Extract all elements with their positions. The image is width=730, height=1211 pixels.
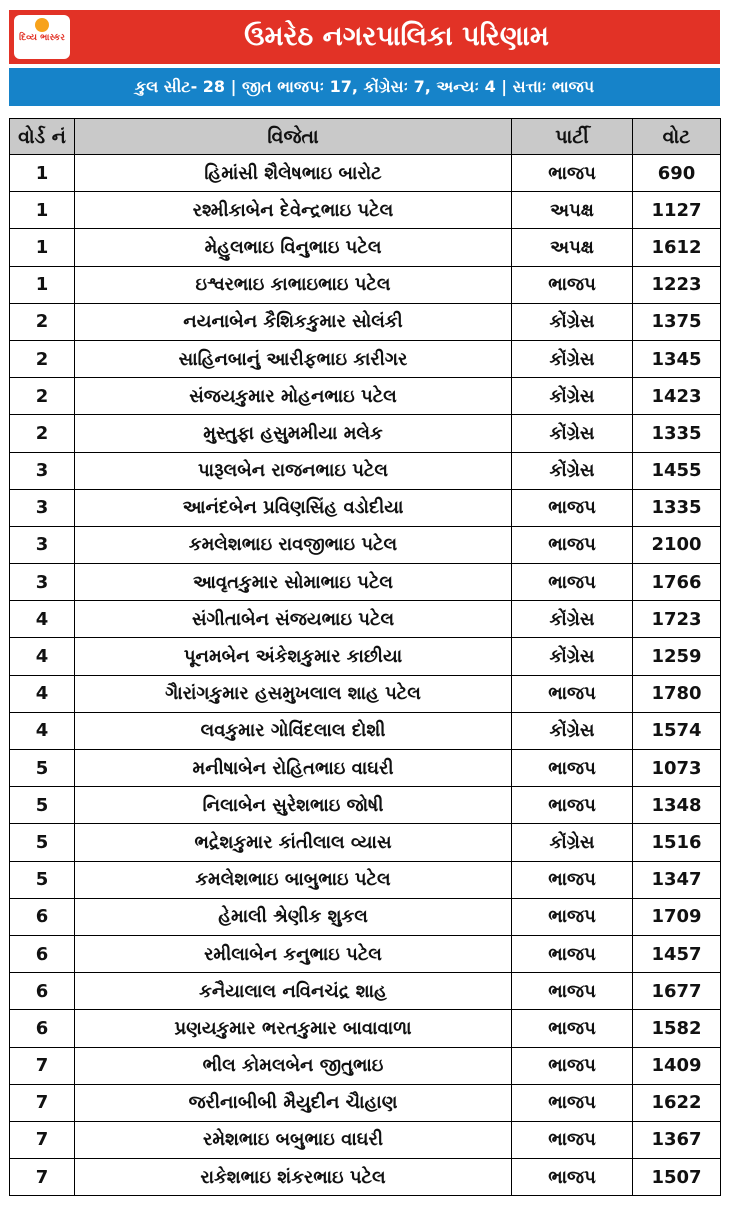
summary-bar: કુલ સીટ- 28 | જીત ભાજપઃ 17, કોંગ્રેસઃ 7, અન્યઃ 4 | સત્તાઃ ભાજપ	[9, 68, 720, 106]
votes-cell: 690	[633, 155, 721, 192]
winner-cell: કમલેશભાઇ રાવજીભાઇ પટેલ	[75, 526, 512, 563]
winner-cell: પારૂલબેન રાજનભાઇ પટેલ	[75, 452, 512, 489]
winner-cell: રમેશભાઇ બબુભાઇ વાઘરી	[75, 1121, 512, 1158]
votes-cell: 1335	[633, 489, 721, 526]
winner-cell: લવકુમાર ગોવિંદલાલ દોશી	[75, 712, 512, 749]
party-cell: ભાજપ	[512, 155, 633, 192]
table-row	[10, 973, 721, 1010]
table-row	[10, 824, 721, 861]
votes-cell: 1375	[633, 303, 721, 340]
table-row	[10, 712, 721, 749]
ward-cell: 7	[10, 1084, 75, 1121]
winner-cell: નયનાબેન કૈશિકકુમાર સોલંકી	[75, 303, 512, 340]
ward-cell: 4	[10, 712, 75, 749]
winner-cell: હેમાલી શ્રેણીક શુકલ	[75, 898, 512, 935]
votes-cell: 1516	[633, 824, 721, 861]
winner-cell: મુસ્તુફા હસુમમીયા મલેક	[75, 415, 512, 452]
party-cell: ભાજપ	[512, 787, 633, 824]
party-cell: કોંગ્રેસ	[512, 340, 633, 377]
votes-cell: 1780	[633, 675, 721, 712]
votes-cell: 1259	[633, 638, 721, 675]
ward-cell: 3	[10, 489, 75, 526]
table-row	[10, 935, 721, 972]
winner-cell: નિલાબેન સુરેશભાઇ જોષી	[75, 787, 512, 824]
table-row	[10, 192, 721, 229]
party-cell: ભાજપ	[512, 1010, 633, 1047]
winner-cell: રાકેશભાઇ શંકરભાઇ પટેલ	[75, 1159, 512, 1196]
winner-cell: પ્રણયકુમાર ભરતકુમાર બાવાવાળા	[75, 1010, 512, 1047]
winner-cell: હિમાંસી શૈલેષભાઇ બારોટ	[75, 155, 512, 192]
party-cell: ભાજપ	[512, 1159, 633, 1196]
divya-bhaskar-logo	[14, 15, 70, 59]
sun-icon	[35, 18, 49, 32]
table-row	[10, 861, 721, 898]
ward-cell: 5	[10, 787, 75, 824]
party-cell: ભાજપ	[512, 1047, 633, 1084]
ward-cell: 4	[10, 638, 75, 675]
results-table	[9, 118, 721, 1196]
ward-cell: 4	[10, 675, 75, 712]
table-row	[10, 378, 721, 415]
winner-cell: કનૈયાલાલ નવિનચંદ્ર શાહ	[75, 973, 512, 1010]
votes-cell: 1455	[633, 452, 721, 489]
winner-cell: સંજયકુમાર મોહનભાઇ પટેલ	[75, 378, 512, 415]
party-cell: ભાજપ	[512, 489, 633, 526]
winner-cell: જરીનાબીબી મૈયુદીન ચૈાહાણ	[75, 1084, 512, 1121]
ward-cell: 2	[10, 415, 75, 452]
party-cell: કોંગ્રેસ	[512, 378, 633, 415]
ward-cell: 1	[10, 155, 75, 192]
ward-cell: 1	[10, 266, 75, 303]
party-cell: ભાજપ	[512, 750, 633, 787]
winner-cell: આવૃતકુમાર સોમાભાઇ પટેલ	[75, 564, 512, 601]
logo-text: દિવ્ય ભાસ્કર	[19, 33, 65, 43]
table-row	[10, 303, 721, 340]
party-cell: ભાજપ	[512, 675, 633, 712]
votes-cell: 1335	[633, 415, 721, 452]
table-row	[10, 787, 721, 824]
ward-cell: 3	[10, 564, 75, 601]
table-row	[10, 266, 721, 303]
votes-cell: 1677	[633, 973, 721, 1010]
table-row	[10, 1047, 721, 1084]
header-votes: વોટ	[633, 119, 721, 155]
votes-cell: 1409	[633, 1047, 721, 1084]
table-row	[10, 155, 721, 192]
party-cell: ભાજપ	[512, 935, 633, 972]
party-cell: ભાજપ	[512, 1121, 633, 1158]
party-cell: અપક્ષ	[512, 192, 633, 229]
ward-cell: 3	[10, 452, 75, 489]
table-header-row	[10, 119, 721, 155]
table-row	[10, 526, 721, 563]
table-row	[10, 1010, 721, 1047]
votes-cell: 1423	[633, 378, 721, 415]
ward-cell: 7	[10, 1121, 75, 1158]
ward-cell: 5	[10, 824, 75, 861]
votes-cell: 1348	[633, 787, 721, 824]
ward-cell: 2	[10, 378, 75, 415]
votes-cell: 1622	[633, 1084, 721, 1121]
votes-cell: 2100	[633, 526, 721, 563]
party-cell: કોંગ્રેસ	[512, 712, 633, 749]
ward-cell: 1	[10, 192, 75, 229]
party-cell: ભાજપ	[512, 266, 633, 303]
votes-cell: 1723	[633, 601, 721, 638]
ward-cell: 2	[10, 340, 75, 377]
table-row	[10, 638, 721, 675]
party-cell: કોંગ્રેસ	[512, 638, 633, 675]
winner-cell: રશ્મીકાબેન દેવેન્દ્રભાઇ પટેલ	[75, 192, 512, 229]
table-body	[10, 155, 721, 1196]
ward-cell: 1	[10, 229, 75, 266]
votes-cell: 1582	[633, 1010, 721, 1047]
votes-cell: 1367	[633, 1121, 721, 1158]
votes-cell: 1073	[633, 750, 721, 787]
header-party: પાર્ટી	[512, 119, 633, 155]
winner-cell: આનંદબેન પ્રવિણસિંહ વડોદીયા	[75, 489, 512, 526]
party-cell: ભાજપ	[512, 1084, 633, 1121]
table-row	[10, 1121, 721, 1158]
table-row	[10, 1159, 721, 1196]
party-cell: કોંગ્રેસ	[512, 415, 633, 452]
header-ward: વોર્ડ નં	[10, 119, 75, 155]
table-row	[10, 601, 721, 638]
ward-cell: 4	[10, 601, 75, 638]
votes-cell: 1223	[633, 266, 721, 303]
votes-cell: 1127	[633, 192, 721, 229]
party-cell: ભાજપ	[512, 973, 633, 1010]
ward-cell: 2	[10, 303, 75, 340]
votes-cell: 1345	[633, 340, 721, 377]
votes-cell: 1574	[633, 712, 721, 749]
page-title: ઉમરેઠ નગરપાલિકા પરિણામ	[244, 21, 549, 52]
ward-cell: 6	[10, 973, 75, 1010]
winner-cell: સંગીતાબેન સંજયભાઇ પટેલ	[75, 601, 512, 638]
party-cell: કોંગ્રેસ	[512, 452, 633, 489]
table-row	[10, 675, 721, 712]
party-cell: અપક્ષ	[512, 229, 633, 266]
ward-cell: 6	[10, 1010, 75, 1047]
winner-cell: રમીલાબેન કનુભાઇ પટેલ	[75, 935, 512, 972]
winner-cell: ગૈારાંગકુમાર હસમુખલાલ શાહ પટેલ	[75, 675, 512, 712]
table-row	[10, 750, 721, 787]
table-row	[10, 564, 721, 601]
winner-cell: ભદ્રેશકુમાર કાંતીલાલ વ્યાસ	[75, 824, 512, 861]
votes-cell: 1709	[633, 898, 721, 935]
votes-cell: 1612	[633, 229, 721, 266]
party-cell: કોંગ્રેસ	[512, 601, 633, 638]
votes-cell: 1507	[633, 1159, 721, 1196]
votes-cell: 1766	[633, 564, 721, 601]
table-row	[10, 340, 721, 377]
ward-cell: 6	[10, 898, 75, 935]
ward-cell: 7	[10, 1159, 75, 1196]
title-banner	[9, 10, 720, 64]
winner-cell: પૂનમબેન અંકેશકુમાર કાછીયા	[75, 638, 512, 675]
table-row	[10, 1084, 721, 1121]
table-row	[10, 898, 721, 935]
winner-cell: મેહુલભાઇ વિનુભાઇ પટેલ	[75, 229, 512, 266]
ward-cell: 5	[10, 861, 75, 898]
table-row	[10, 452, 721, 489]
winner-cell: કમલેશભાઇ બાબુભાઇ પટેલ	[75, 861, 512, 898]
party-cell: ભાજપ	[512, 861, 633, 898]
table-row	[10, 229, 721, 266]
table-row	[10, 489, 721, 526]
header-winner: વિજેતા	[75, 119, 512, 155]
ward-cell: 3	[10, 526, 75, 563]
party-cell: કોંગ્રેસ	[512, 303, 633, 340]
party-cell: ભાજપ	[512, 898, 633, 935]
ward-cell: 7	[10, 1047, 75, 1084]
winner-cell: સાહિનબાનું આરીફભાઇ કારીગર	[75, 340, 512, 377]
party-cell: ભાજપ	[512, 526, 633, 563]
party-cell: ભાજપ	[512, 564, 633, 601]
ward-cell: 5	[10, 750, 75, 787]
votes-cell: 1347	[633, 861, 721, 898]
winner-cell: મનીષાબેન રોહિતભાઇ વાઘરી	[75, 750, 512, 787]
winner-cell: ઇશ્વરભાઇ કાભાઇભાઇ પટેલ	[75, 266, 512, 303]
winner-cell: ભીલ કોમલબેન જીતુભાઇ	[75, 1047, 512, 1084]
table-row	[10, 415, 721, 452]
ward-cell: 6	[10, 935, 75, 972]
party-cell: કોંગ્રેસ	[512, 824, 633, 861]
votes-cell: 1457	[633, 935, 721, 972]
